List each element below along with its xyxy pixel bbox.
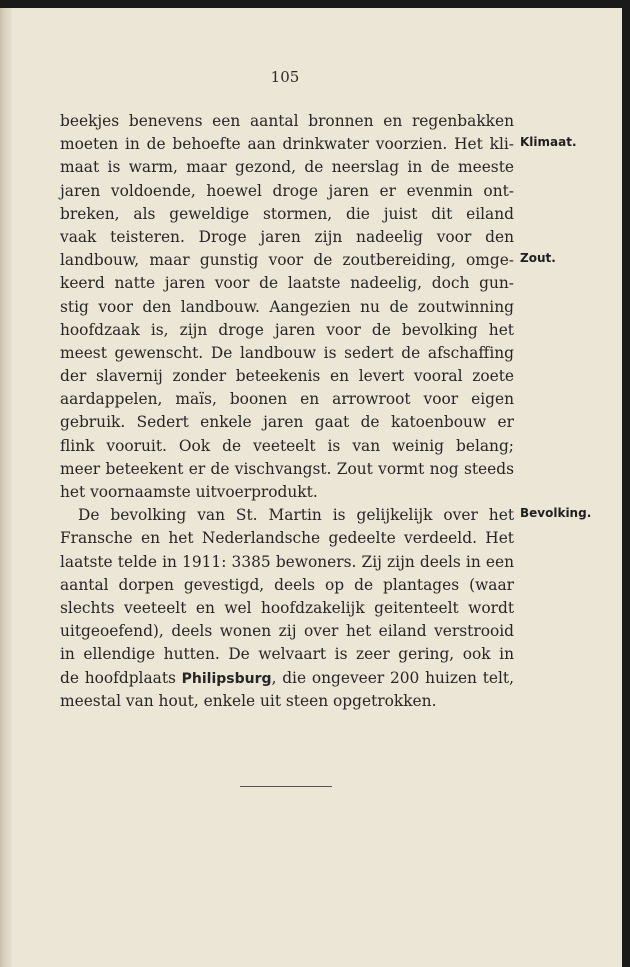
scanned-page xyxy=(0,8,622,967)
text-line: der slavernij zonder beteekenis en levert vooral zoete xyxy=(60,367,514,386)
body-text xyxy=(60,110,514,713)
margin-note-zout: Zout. xyxy=(520,251,556,265)
text-line-with-bold-term: de hoofdplaats Philipsburg, die ongeveer 200 huizen telt, xyxy=(60,668,515,687)
book-spine-shadow xyxy=(0,8,12,967)
text-line: uitgeoefend), deels wonen zij over het eiland verstrooid xyxy=(60,622,514,641)
section-rule xyxy=(240,786,332,787)
page-number: 105 xyxy=(270,68,300,86)
text-line: moeten in de behoefte aan drinkwater voorzien. Het kli- xyxy=(60,135,514,154)
text-line: in ellendige hutten. De welvaart is zeer gering, ook in xyxy=(60,645,514,664)
text-line: flink vooruit. Ook de veeteelt is van weinig belang; xyxy=(60,436,514,455)
bold-place-name: Philipsburg xyxy=(181,670,272,687)
text-line: Fransche en het Nederlandsche gedeelte verdeeld. Het xyxy=(60,529,514,548)
text-line: laatste telde in 1911: 3385 bewoners. Zij zijn deels in een xyxy=(60,552,514,571)
text-line: meer beteekent er de vischvangst. Zout vormt nog steeds xyxy=(60,459,514,478)
text-line: stig voor den landbouw. Aangezien nu de zoutwinning xyxy=(60,297,514,316)
text-line: aantal dorpen gevestigd, deels op de plantages (waar xyxy=(60,575,514,594)
text-line: slechts veeteelt en wel hoofdzakelijk geitenteelt wordt xyxy=(60,598,514,617)
text-line: meestal van hout, enkele uit steen opgetrokken. xyxy=(60,691,437,710)
text-line: beekjes benevens een aantal bronnen en regenbakken xyxy=(60,112,514,130)
text-line: hoofdzaak is, zijn droge jaren voor de bevolking het xyxy=(60,320,514,339)
text-line: aardappelen, maïs, boonen en arrowroot voor eigen xyxy=(60,390,514,409)
text-line: jaren voldoende, hoewel droge jaren er evenmin ont- xyxy=(60,181,514,200)
text-line: meest gewenscht. De landbouw is sedert de afschaffing xyxy=(60,343,514,362)
text-line: maat is warm, maar gezond, de neerslag in de meeste xyxy=(60,158,514,177)
text-line: gebruik. Sedert enkele jaren gaat de katoenbouw er xyxy=(60,413,514,432)
text-line: landbouw, maar gunstig voor de zoutbereiding, omge- xyxy=(60,251,514,270)
margin-note-bevolking: Bevolking. xyxy=(520,506,592,520)
text-line: De bevolking van St. Martin is gelijkelijk over het xyxy=(78,506,514,525)
text-line: breken, als geweldige stormen, die juist dit eiland xyxy=(60,204,514,223)
text-line: het voornaamste uitvoerprodukt. xyxy=(60,483,318,501)
text-line: vaak teisteren. Droge jaren zijn nadeelig voor den xyxy=(60,227,514,246)
text-line: keerd natte jaren voor de laatste nadeelig, doch gun- xyxy=(60,274,514,293)
margin-note-klimaat: Klimaat. xyxy=(520,135,577,149)
